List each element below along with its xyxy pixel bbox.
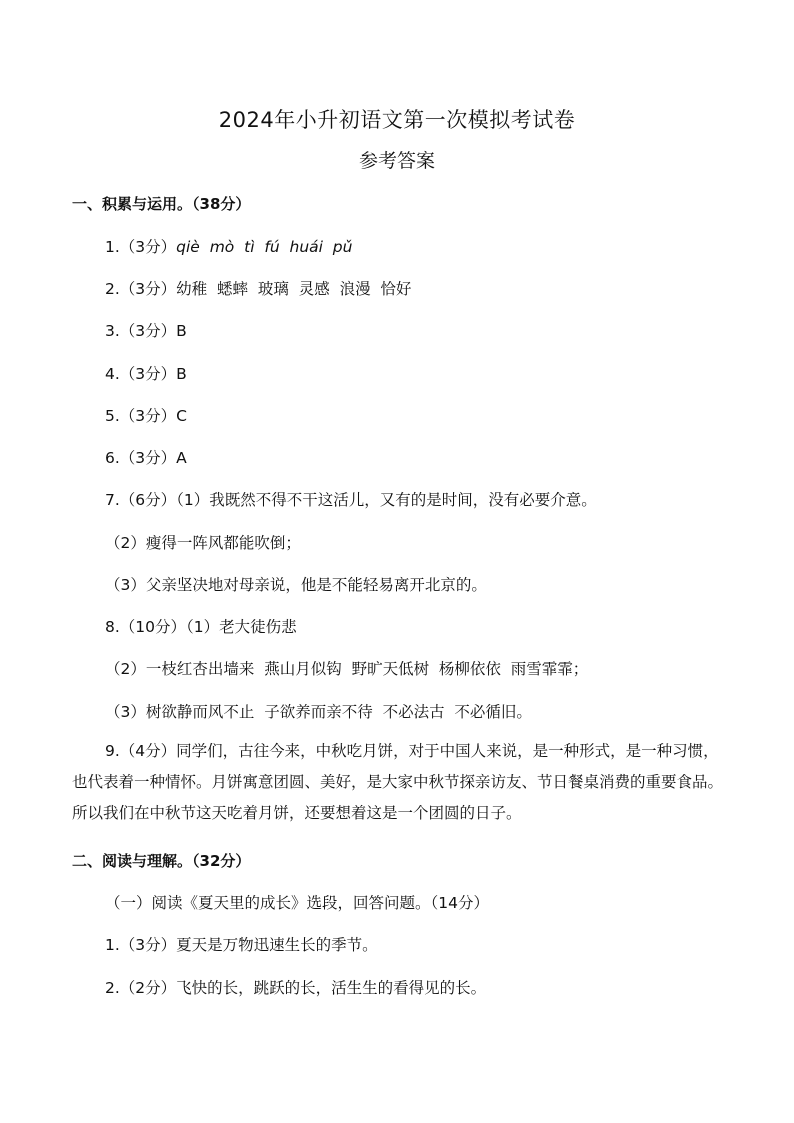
- answer-text: A: [176, 449, 187, 467]
- section-heading-1: 一、积累与运用。（38分）: [72, 195, 251, 213]
- question-label: 2.（3分）: [105, 280, 177, 298]
- answer-r2: [105, 976, 486, 998]
- question-label: 1.（3分）: [105, 936, 177, 954]
- reading-passage-1-heading: （一）阅读《夏天里的成长》选段，回答问题。（14分）: [105, 894, 489, 912]
- answer-q7-part1: [105, 488, 597, 510]
- answer-q9: [72, 736, 732, 829]
- page-title: 2024年小升初语文第一次模拟考试卷: [218, 108, 576, 132]
- answer-q8-part1: [105, 615, 297, 637]
- section-heading-2: 二、阅读与理解。（32分）: [72, 852, 251, 870]
- answer-q8-part2: （2）一枝红杏出墙来 燕山月似钩 野旷天低树 杨柳依依 雨雪霏霏；: [105, 660, 589, 678]
- answer-text: 幼稚 蟋蟀 玻璃 灵感 浪漫 恰好: [176, 280, 412, 298]
- answer-q7-part2: （2）瘦得一阵风都能吹倒；: [105, 534, 301, 552]
- answer-text: 同学们，古往今来，中秋吃月饼，对于中国人来说，是一种形式，是一种习惯，也代表着一种情怀。月饼寓意团圆、美好，是大家中秋节探亲访友、节日餐桌消费的重要食品。所以我们在中秋节这天吃着月饼，还要想着这是一个团圆的日子。: [72, 742, 724, 822]
- answer-q4: [105, 362, 187, 384]
- question-label: 2.（2分）: [105, 979, 177, 997]
- answer-q8-part3: （3）树欲静而风不止 子欲养而亲不待 不必法古 不必循旧。: [105, 703, 532, 721]
- answer-text: B: [176, 365, 187, 383]
- answer-text: B: [176, 322, 187, 340]
- page-subtitle: 参考答案: [358, 150, 435, 172]
- question-label: 8.（10分）: [105, 618, 187, 636]
- answer-q2: [105, 277, 411, 299]
- answer-text: （1）我既然不得不干这活儿，又有的是时间，没有必要介意。: [176, 491, 597, 509]
- question-label: 5.（3分）: [105, 407, 177, 425]
- answer-text: 夏天是万物迅速生长的季节。: [176, 936, 378, 954]
- question-label: 4.（3分）: [105, 365, 177, 383]
- answer-q5: [105, 404, 187, 426]
- answer-q1: [105, 235, 352, 257]
- answer-q3: [105, 319, 187, 341]
- answer-text: 飞快的长，跳跃的长，活生生的看得见的长。: [176, 979, 487, 997]
- question-label: 1.（3分）: [105, 238, 177, 256]
- question-label: 7.（6分）: [105, 491, 177, 509]
- answer-q7-part3: （3）父亲坚决地对母亲说，他是不能轻易离开北京的。: [105, 576, 487, 594]
- question-label: 6.（3分）: [105, 449, 177, 467]
- answer-q6: [105, 446, 187, 468]
- answer-text: C: [176, 407, 187, 425]
- question-label: 3.（3分）: [105, 322, 177, 340]
- answer-r1: [105, 933, 378, 955]
- answer-text: （1）老大徒伤悲: [186, 618, 297, 636]
- answer-text: qiè mò tì fú huái pǔ: [176, 238, 353, 256]
- question-label: 9.（4分）: [105, 742, 177, 760]
